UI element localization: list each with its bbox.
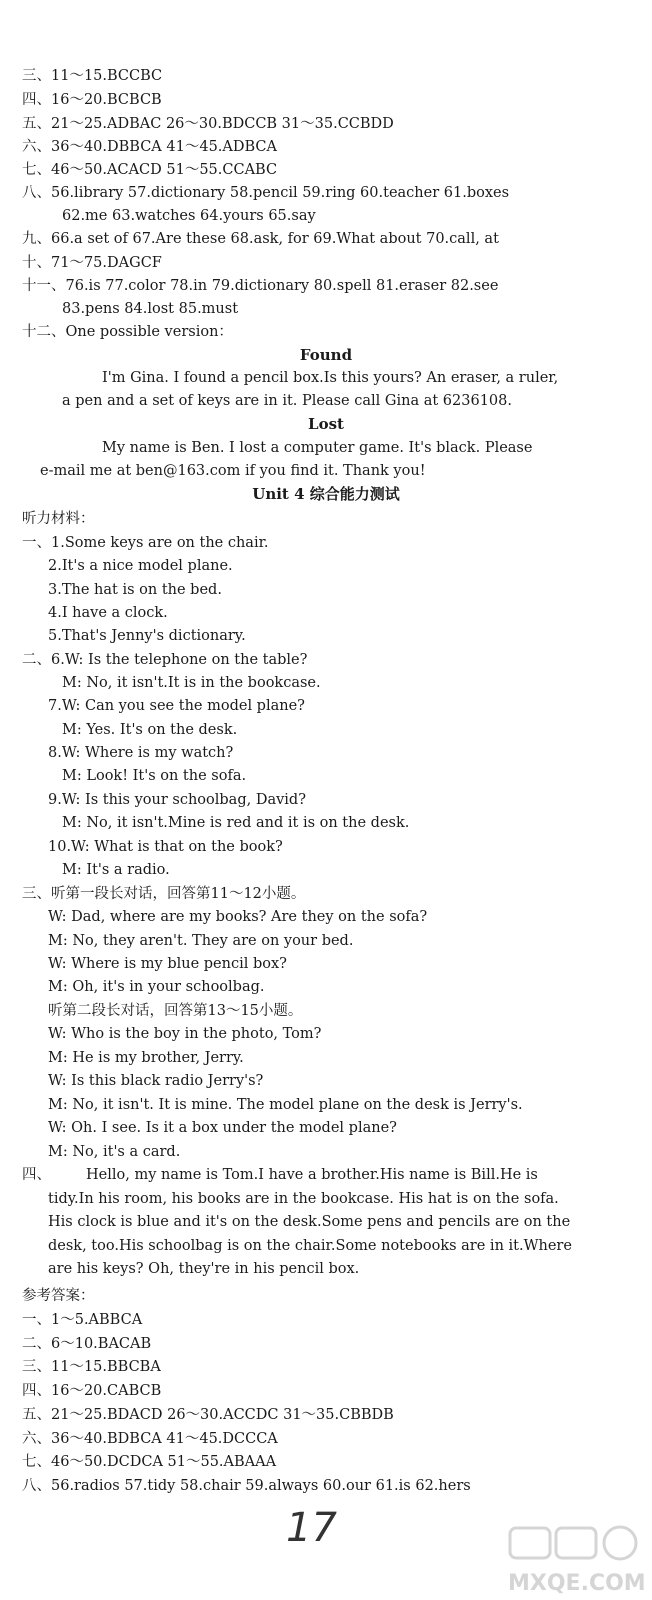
- answer-line: 六、36～40.BDBCA 41～45.DCCCA: [22, 1431, 278, 1447]
- listening-line: 听第二段长对话，回答第13～15小题。: [48, 1003, 303, 1019]
- answer-line: 五、21～25.BDACD 26～30.ACCDC 31～35.CBBDB: [22, 1407, 394, 1423]
- unit-title: Unit 4 综合能力测试: [252, 485, 400, 503]
- listening-line: W: Is this black radio Jerry's?: [48, 1073, 264, 1089]
- answer-line: 五、21～25.ADBAC 26～30.BDCCB 31～35.CCBDD: [22, 116, 394, 132]
- listening-line: 5.That's Jenny's dictionary.: [48, 628, 246, 644]
- found-text: I'm Gina. I found a pencil box.Is this yours? An eraser, a ruler,: [102, 370, 559, 386]
- listening-line: W: Who is the boy in the photo, Tom?: [48, 1026, 322, 1042]
- section4-label: 四、: [22, 1167, 51, 1183]
- listening-line: 9.W: Is this your schoolbag, David?: [48, 792, 306, 808]
- answer-line: 二、6～10.BACAB: [22, 1336, 152, 1352]
- listening-line: M: Oh, it's in your schoolbag.: [48, 979, 265, 995]
- answer-line: 83.pens 84.lost 85.must: [62, 301, 239, 317]
- answer-line: 62.me 63.watches 64.yours 65.say: [62, 208, 316, 224]
- listening-line: W: Dad, where are my books? Are they on the sofa?: [48, 909, 428, 925]
- watermark-logo: [500, 1520, 650, 1600]
- listening-line: 3.The hat is on the bed.: [48, 582, 222, 598]
- listening-line: M: It's a radio.: [62, 862, 170, 878]
- section4-text: are his keys? Oh, they're in his pencil box.: [48, 1261, 360, 1277]
- listening-line: 二、6.W: Is the telephone on the table?: [22, 652, 308, 668]
- page-number: 17: [286, 1505, 337, 1551]
- listening-line: M: He is my brother, Jerry.: [48, 1050, 244, 1066]
- answer-line: 三、11～15.BBCBA: [22, 1359, 161, 1375]
- section4-text: His clock is blue and it's on the desk.Some pens and pencils are on the: [48, 1214, 571, 1230]
- answer-line: 六、36～40.DBBCA 41～45.ADBCA: [22, 139, 277, 155]
- listening-line: M: No, it's a card.: [48, 1144, 181, 1160]
- lost-text: e-mail me at ben@163.com if you find it. Thank you!: [40, 463, 426, 479]
- listening-line: 2.It's a nice model plane.: [48, 558, 233, 574]
- answer-line: 十二、One possible version：: [22, 324, 233, 340]
- answer-line: 七、46～50.ACACD 51～55.CCABC: [22, 162, 278, 178]
- watermark-text: MXQE.COM: [508, 1571, 646, 1596]
- listening-line: 8.W: Where is my watch?: [48, 745, 234, 761]
- listening-line: 一、1.Some keys are on the chair.: [22, 535, 269, 551]
- listening-line: 三、听第一段长对话，回答第11～12小题。: [22, 886, 306, 902]
- found-title: Found: [299, 346, 353, 364]
- listening-line: M: No, it isn't.It is in the bookcase.: [62, 675, 321, 691]
- answers-title: 参考答案：: [22, 1288, 95, 1304]
- listening-line: M: Look! It's on the sofa.: [62, 768, 247, 784]
- listening-line: 10.W: What is that on the book?: [48, 839, 283, 855]
- listening-line: M: No, it isn't.Mine is red and it is on the desk.: [62, 815, 410, 831]
- answer-line: 八、56.library 57.dictionary 58.pencil 59.ring 60.teacher 61.boxes: [22, 185, 510, 201]
- answer-line: 七、46～50.DCDCA 51～55.ABAAA: [22, 1454, 277, 1470]
- answer-line: 九、66.a set of 67.Are these 68.ask, for 69.What about 70.call, at: [22, 231, 499, 247]
- section4-text: desk, too.His schoolbag is on the chair.Some notebooks are in it.Where: [48, 1238, 572, 1254]
- answer-line: 十一、76.is 77.color 78.in 79.dictionary 80.spell 81.eraser 82.see: [22, 278, 499, 294]
- section4-text: tidy.In his room, his books are in the bookcase. His hat is on the sofa.: [48, 1191, 559, 1207]
- answer-line: 三、11～15.BCCBC: [22, 68, 163, 84]
- listening-line: W: Oh. I see. Is it a box under the model plane?: [48, 1120, 397, 1136]
- listening-line: M: No, they aren't. They are on your bed.: [48, 933, 354, 949]
- listening-title: 听力材料：: [22, 511, 95, 527]
- answer-line: 四、16～20.BCBCB: [22, 92, 162, 108]
- lost-text: My name is Ben. I lost a computer game. It's black. Please: [102, 440, 533, 456]
- listening-line: 4.I have a clock.: [48, 605, 168, 621]
- listening-line: 7.W: Can you see the model plane?: [48, 698, 305, 714]
- answer-line: 十、71～75.DAGCF: [22, 255, 162, 271]
- lost-title: Lost: [308, 415, 344, 433]
- section4-text: Hello, my name is Tom.I have a brother.His name is Bill.He is: [86, 1167, 538, 1183]
- listening-line: W: Where is my blue pencil box?: [48, 956, 287, 972]
- listening-line: M: No, it isn't. It is mine. The model plane on the desk is Jerry's.: [48, 1097, 523, 1113]
- answer-line: 一、1～5.ABBCA: [22, 1312, 143, 1328]
- answer-line: 四、16～20.CABCB: [22, 1383, 162, 1399]
- listening-line: M: Yes. It's on the desk.: [62, 722, 238, 738]
- found-text: a pen and a set of keys are in it. Please call Gina at 6236108.: [62, 393, 512, 409]
- answer-line: 八、56.radios 57.tidy 58.chair 59.always 60.our 61.is 62.hers: [22, 1478, 471, 1494]
